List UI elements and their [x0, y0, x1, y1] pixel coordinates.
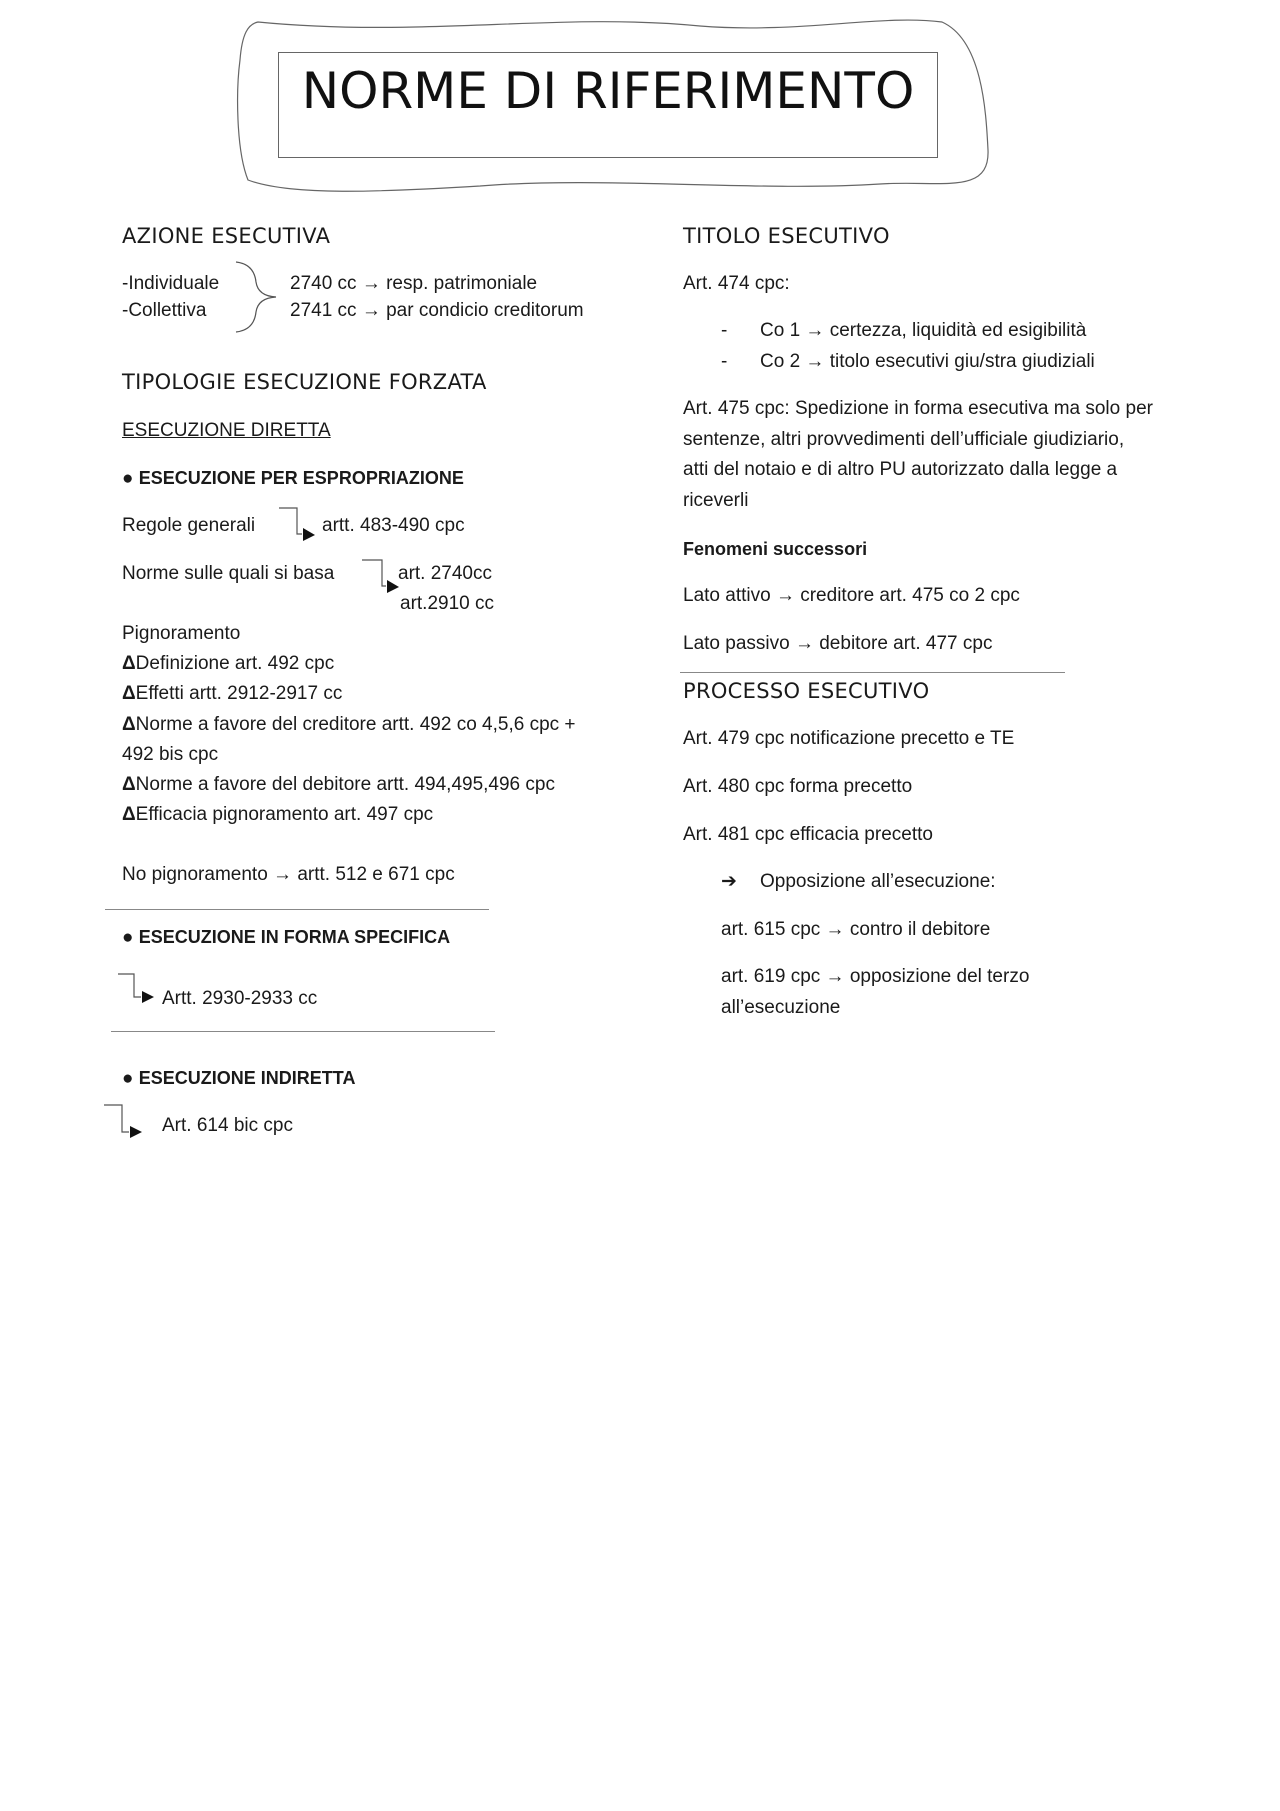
espropriazione-section — [122, 466, 464, 491]
opposizione-label: Opposizione all’esecuzione: — [760, 871, 996, 892]
delta-icon: Δ — [122, 804, 136, 825]
esecuzione-diretta-label: ESECUZIONE DIRETTA — [122, 420, 331, 441]
forma-specifica-arrowhead-icon — [142, 991, 154, 1003]
dash-bullet: - — [721, 351, 728, 372]
espropriazione-title: ESECUZIONE PER ESPROPRIAZIONE — [138, 468, 464, 488]
bullet-icon: ● — [122, 468, 134, 489]
tipologie-heading: TIPOLOGIE ESECUZIONE FORZATA — [122, 370, 487, 394]
brace-icon — [236, 262, 276, 332]
pignoramento-item: ΔNorme a favore del creditore artt. 492 co 4,5,6 cpc + — [122, 714, 576, 735]
delta-icon: Δ — [122, 683, 136, 704]
norme-connector-arrow-icon — [362, 560, 386, 586]
norme-label: Norme sulle quali si basa — [122, 563, 335, 584]
lato-attivo: Lato attivo → creditore art. 475 co 2 cpc — [683, 585, 1020, 606]
co2-item: Co 2 → titolo esecutivi giu/stra giudiziali — [760, 351, 1095, 372]
azione-line-1: 2740 cc → resp. patrimoniale — [290, 273, 538, 294]
indiretta-section — [122, 1066, 355, 1091]
processo-esecutivo-heading: PROCESSO ESECUTIVO — [683, 679, 930, 703]
indiretta-title: ESECUZIONE INDIRETTA — [138, 1068, 356, 1088]
no-pignoramento: No pignoramento → artt. 512 e 671 cpc — [122, 864, 455, 885]
delta-icon: Δ — [122, 774, 136, 795]
delta-icon: Δ — [122, 714, 136, 735]
pignoramento-item: ΔDefinizione art. 492 cpc — [122, 653, 335, 674]
pignoramento-item-continuation: 492 bis cpc — [122, 744, 219, 765]
titolo-esecutivo-heading: TITOLO ESECUTIVO — [683, 224, 890, 248]
pignoramento-item: ΔNorme a favore del debitore artt. 494,495,496 cpc — [122, 774, 555, 795]
pignoramento-item: ΔEfficacia pignoramento art. 497 cpc — [122, 804, 434, 825]
dash-bullet: - — [721, 320, 728, 341]
art-474: Art. 474 cpc: — [683, 273, 790, 294]
norme-value-1: art. 2740cc — [398, 563, 492, 584]
art-480: Art. 480 cpc forma precetto — [683, 776, 913, 797]
art-475-paragraph: Art. 475 cpc: Spedizione in forma esecutiva ma solo per sentenze, altri provvedimenti dell’ufficiale giudiziario, atti del notaio e di altro PU autorizzato dalla legge a riceverli — [683, 398, 1153, 511]
art-481: Art. 481 cpc efficacia precetto — [683, 824, 933, 845]
divider — [105, 909, 489, 910]
indiretta-ref: Art. 614 bic cpc — [162, 1115, 293, 1136]
art-619: art. 619 cpc → opposizione del terzo all’esecuzione — [721, 966, 1030, 1018]
art-479: Art. 479 cpc notificazione precetto e TE — [683, 728, 1015, 749]
art-615: art. 615 cpc → contro il debitore — [721, 919, 991, 940]
forma-specifica-ref: Artt. 2930-2933 cc — [162, 988, 318, 1009]
pignoramento-label: Pignoramento — [122, 623, 241, 644]
collettiva-label: -Collettiva — [122, 300, 207, 321]
indiretta-arrowhead-icon — [130, 1126, 142, 1138]
title-box — [278, 52, 938, 158]
page-title: NORME DI RIFERIMENTO — [301, 62, 915, 120]
regole-generali-label: Regole generali — [122, 515, 256, 536]
norme-value-2: art.2910 cc — [400, 593, 494, 614]
delta-icon: Δ — [122, 653, 136, 674]
fenomeni-successori: Fenomeni successori — [683, 539, 868, 559]
forma-specifica-section — [122, 925, 450, 950]
regole-generali-value: artt. 483-490 cpc — [322, 515, 465, 536]
regole-connector-arrow-icon — [279, 508, 302, 534]
forma-specifica-connector-arrow-icon — [118, 974, 141, 997]
bullet-icon: ● — [122, 1068, 134, 1089]
divider — [111, 1031, 495, 1032]
individuale-label: -Individuale — [122, 273, 220, 294]
regole-arrowhead-icon — [303, 528, 315, 541]
arrow-icon: ➔ — [721, 871, 737, 892]
co1-item: Co 1 → certezza, liquidità ed esigibilità — [760, 320, 1087, 341]
azione-esecutiva-heading: AZIONE ESECUTIVA — [122, 224, 331, 248]
bullet-icon: ● — [122, 927, 134, 948]
divider — [680, 672, 1065, 673]
azione-line-2: 2741 cc → par condicio creditorum — [290, 300, 584, 321]
pignoramento-item: ΔEffetti artt. 2912-2917 cc — [122, 683, 343, 704]
forma-specifica-title: ESECUZIONE IN FORMA SPECIFICA — [138, 927, 451, 947]
indiretta-connector-arrow-icon — [104, 1105, 129, 1132]
lato-passivo: Lato passivo → debitore art. 477 cpc — [683, 633, 993, 654]
